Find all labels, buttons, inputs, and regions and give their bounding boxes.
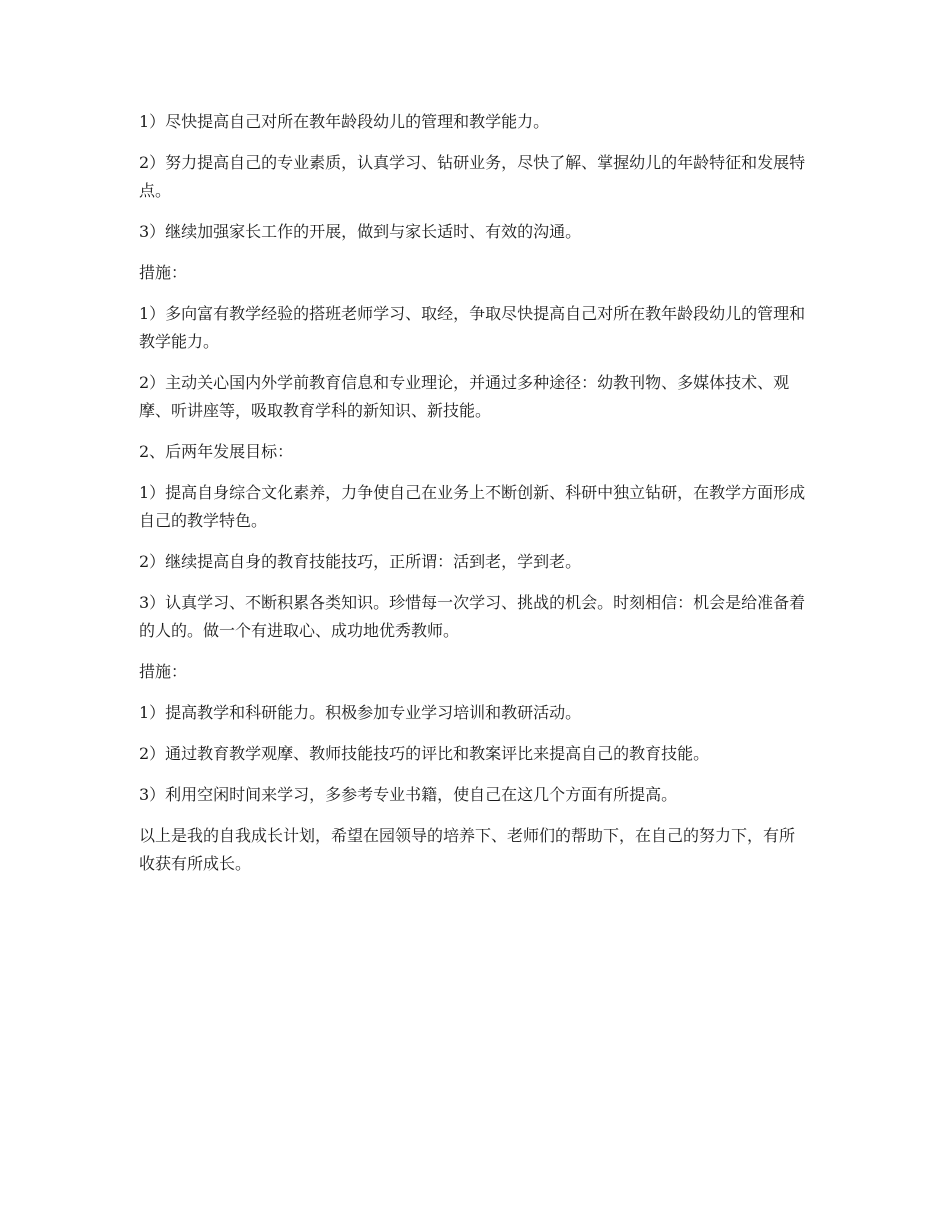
measures-heading: 措施： [139, 263, 188, 282]
section-heading-later-goals: 2、后两年发展目标： [139, 442, 294, 461]
document-body [139, 108, 807, 891]
later-measure-item-2: 2）通过教育教学观摩、教师技能技巧的评比和教案评比来提高自己的教育技能。 [139, 744, 710, 763]
measure-item-2: 2）主动关心国内外学前教育信息和专业理论，并通过多种途径：幼教刊物、多媒体技术、观摩、听讲座等，吸取教育学科的新知识、新技能。 [139, 373, 790, 420]
later-measure-item-1: 1）提高教学和科研能力。积极参加专业学习培训和教研活动。 [139, 703, 582, 722]
closing-paragraph: 以上是我的自我成长计划，希望在园领导的培养下、老师们的帮助下，在自己的努力下，有所收获有所成长。 [139, 826, 796, 873]
later-goal-item-2: 2）继续提高自身的教育技能技巧，正所谓：活到老，学到老。 [139, 552, 582, 571]
measure-item-1: 1）多向富有教学经验的搭班老师学习、取经，争取尽快提高自己对所在教年龄段幼儿的管理和教学能力。 [139, 304, 806, 351]
goal-item-3: 3）继续加强家长工作的开展，做到与家长适时、有效的沟通。 [139, 222, 582, 241]
later-goal-item-1: 1）提高自身综合文化素养，力争使自己在业务上不断创新、科研中独立钻研，在教学方面形成自己的教学特色。 [139, 483, 806, 530]
later-measure-item-3: 3）利用空闲时间来学习，多参考专业书籍，使自己在这几个方面有所提高。 [139, 785, 678, 804]
later-goal-item-3: 3）认真学习、不断积累各类知识。珍惜每一次学习、挑战的机会。时刻相信：机会是给准备着的人的。做一个有进取心、成功地优秀教师。 [139, 593, 806, 640]
goal-item-1: 1）尽快提高自己对所在教年龄段幼儿的管理和教学能力。 [139, 112, 550, 131]
goal-item-2: 2）努力提高自己的专业素质，认真学习、钻研业务，尽快了解、掌握幼儿的年龄特征和发展特点。 [139, 153, 806, 200]
later-measures-heading: 措施： [139, 662, 188, 681]
